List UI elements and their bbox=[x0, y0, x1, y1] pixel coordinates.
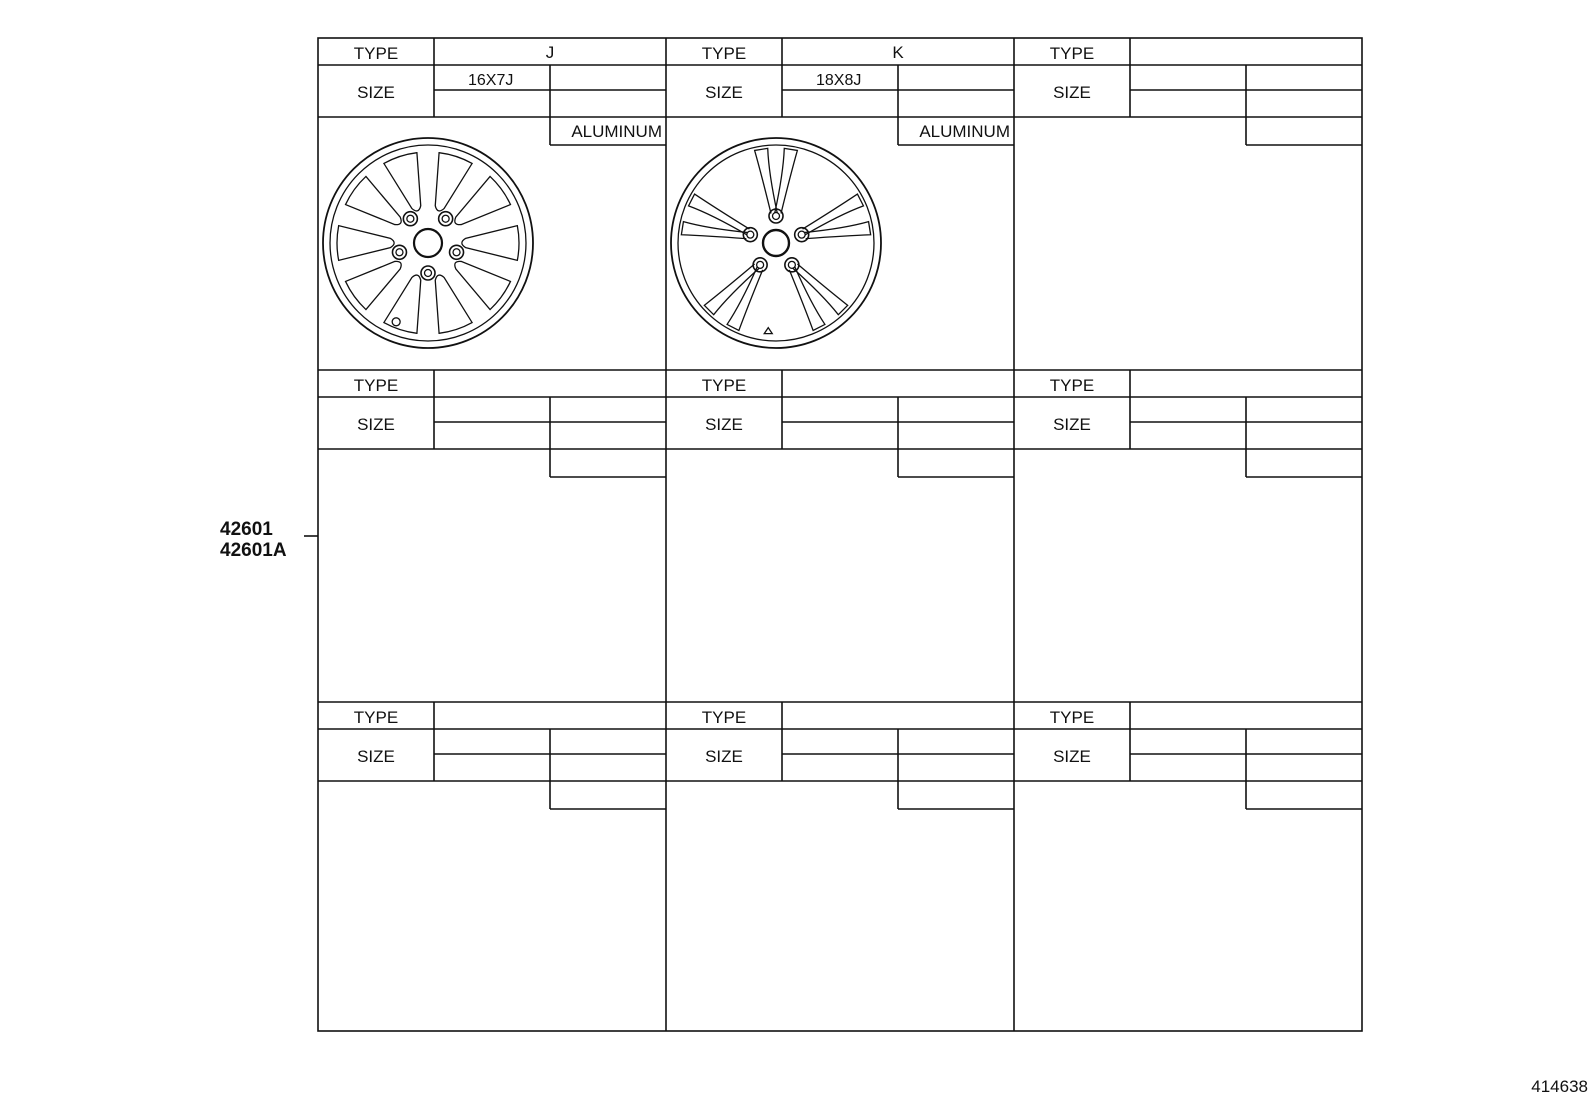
type-label: TYPE bbox=[353, 708, 399, 727]
material-value: ALUMINUM bbox=[571, 122, 662, 141]
outer-frame bbox=[318, 38, 1362, 1031]
type-label: TYPE bbox=[701, 44, 747, 63]
part-number-alternate: 42601A bbox=[220, 540, 287, 561]
part-number-primary: 42601 bbox=[220, 519, 273, 540]
wheel-cell bbox=[318, 38, 666, 348]
size-label: SIZE bbox=[1053, 747, 1091, 766]
material-value: ALUMINUM bbox=[919, 122, 1010, 141]
size-label: SIZE bbox=[705, 83, 743, 102]
size-value: 18X8J bbox=[816, 72, 862, 89]
type-label: TYPE bbox=[1049, 376, 1095, 395]
size-label: SIZE bbox=[1053, 83, 1091, 102]
size-label: SIZE bbox=[1053, 415, 1091, 434]
size-label: SIZE bbox=[357, 83, 395, 102]
size-label: SIZE bbox=[357, 747, 395, 766]
wheel-10-spoke-icon bbox=[323, 138, 533, 348]
type-label: TYPE bbox=[353, 44, 399, 63]
wheel-cell bbox=[318, 702, 666, 809]
size-label: SIZE bbox=[705, 415, 743, 434]
type-label: TYPE bbox=[1049, 44, 1095, 63]
wheel-twin-spoke-icon bbox=[671, 138, 881, 348]
type-label: TYPE bbox=[701, 708, 747, 727]
size-label: SIZE bbox=[357, 415, 395, 434]
type-label: TYPE bbox=[353, 376, 399, 395]
type-value: J bbox=[545, 43, 555, 62]
wheel-cell bbox=[666, 38, 1014, 348]
size-value: 16X7J bbox=[468, 72, 514, 89]
type-label: TYPE bbox=[1049, 708, 1095, 727]
wheel-cell bbox=[1014, 38, 1362, 145]
wheel-cell bbox=[666, 702, 1014, 809]
wheel-cell bbox=[1014, 702, 1362, 809]
type-label: TYPE bbox=[701, 376, 747, 395]
wheel-cell bbox=[666, 370, 1014, 477]
type-value: K bbox=[892, 43, 904, 62]
size-label: SIZE bbox=[705, 747, 743, 766]
wheel-cell bbox=[1014, 370, 1362, 477]
wheel-cell bbox=[318, 370, 666, 477]
figure-number: 414638 bbox=[1531, 1077, 1588, 1096]
